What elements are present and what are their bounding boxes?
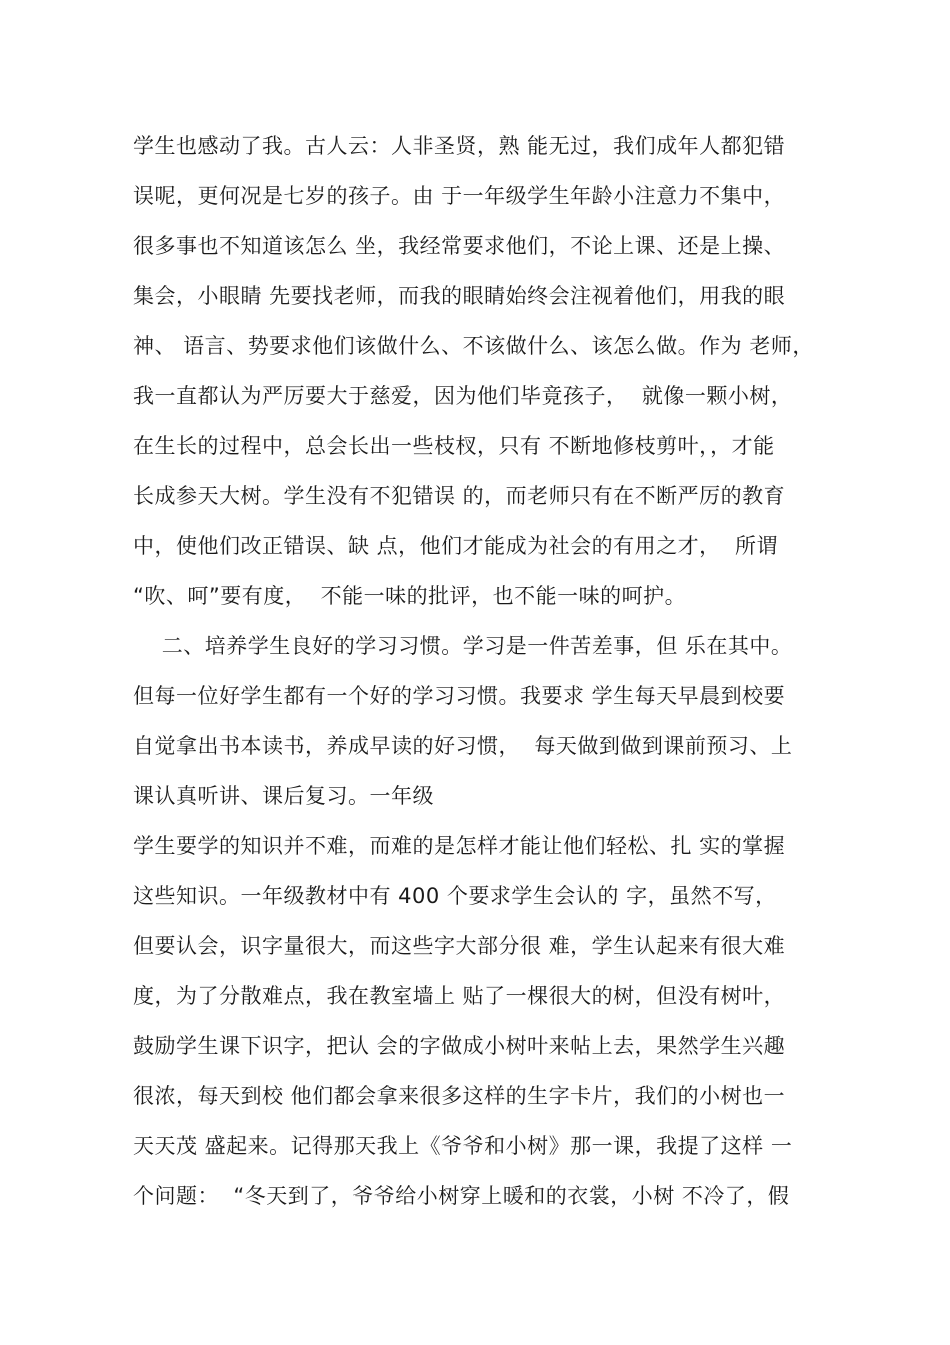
text-line-3: 很多事也不知道该怎么 坐，我经常要求他们，不论上课、还是上操、 (133, 234, 786, 258)
text-line-5: 神、 语言、势要求他们该做什么、不该做什么、该怎么做。作为 老师， (133, 334, 814, 358)
text-line-14: 课认真听讲、课后复习。一年级 (133, 784, 434, 808)
text-line-9: 中，使他们改正错误、缺 点，他们才能成为社会的有用之才， 所谓 (133, 534, 779, 558)
text-line-10: “吹、呵”要有度， 不能一味的批评，也不能一味的呵护。 (133, 584, 687, 608)
body-text (133, 126, 833, 1226)
text-line-16: 这些知识。一年级教材中有 400 个要求学生会认的 字，虽然不写， (133, 884, 777, 908)
text-line-22: 个问题： “冬天到了，爷爷给小树穿上暖和的衣裳，小树 不冷了，假 (133, 1184, 790, 1208)
text-line-13: 自觉拿出书本读书，养成早读的好习惯， 每天做到做到课前预习、上 (133, 734, 793, 758)
text-line-8: 长成参天大树。学生没有不犯错误 的，而老师只有在不断严厉的教育 (133, 484, 786, 508)
text-line-12: 但每一位好学生都有一个好的学习习惯。我要求 学生每天早晨到校要 (133, 684, 786, 708)
text-line-17: 但要认会，识字量很大，而这些字大部分很 难，学生认起来有很大难 (133, 934, 786, 958)
text-line-4: 集会，小眼睛 先要找老师，而我的眼睛始终会注视着他们，用我的眼 (133, 284, 786, 308)
text-line-18: 度，为了分散难点，我在教室墙上 贴了一棵很大的树，但没有树叶， (133, 984, 786, 1008)
text-line-11: 二、培养学生良好的学习习惯。学习是一件苦差事，但 乐在其中。 (133, 634, 793, 658)
text-line-2: 误呢，更何况是七岁的孩子。由 于一年级学生年龄小注意力不集中， (133, 184, 786, 208)
text-line-6: 我一直都认为严厉要大于慈爱，因为他们毕竟孩子， 就像一颗小树， (133, 384, 793, 408)
text-line-1: 学生也感动了我。古人云：人非圣贤，熟 能无过，我们成年人都犯错 (133, 134, 786, 158)
text-line-19: 鼓励学生课下识字，把认 会的字做成小树叶来帖上去，果然学生兴趣 (133, 1034, 786, 1058)
text-line-15: 学生要学的知识并不难，而难的是怎样才能让他们轻松、扎 实的掌握 (133, 834, 786, 858)
text-line-7: 在生长的过程中，总会长出一些枝杈，只有 不断地修枝剪叶，，才能 (133, 434, 775, 458)
text-line-21: 天天茂 盛起来。记得那天我上《爷爷和小树》那一课，我提了这样 一 (133, 1134, 793, 1158)
text-line-20: 很浓，每天到校 他们都会拿来很多这样的生字卡片，我们的小树也一 (133, 1084, 786, 1108)
